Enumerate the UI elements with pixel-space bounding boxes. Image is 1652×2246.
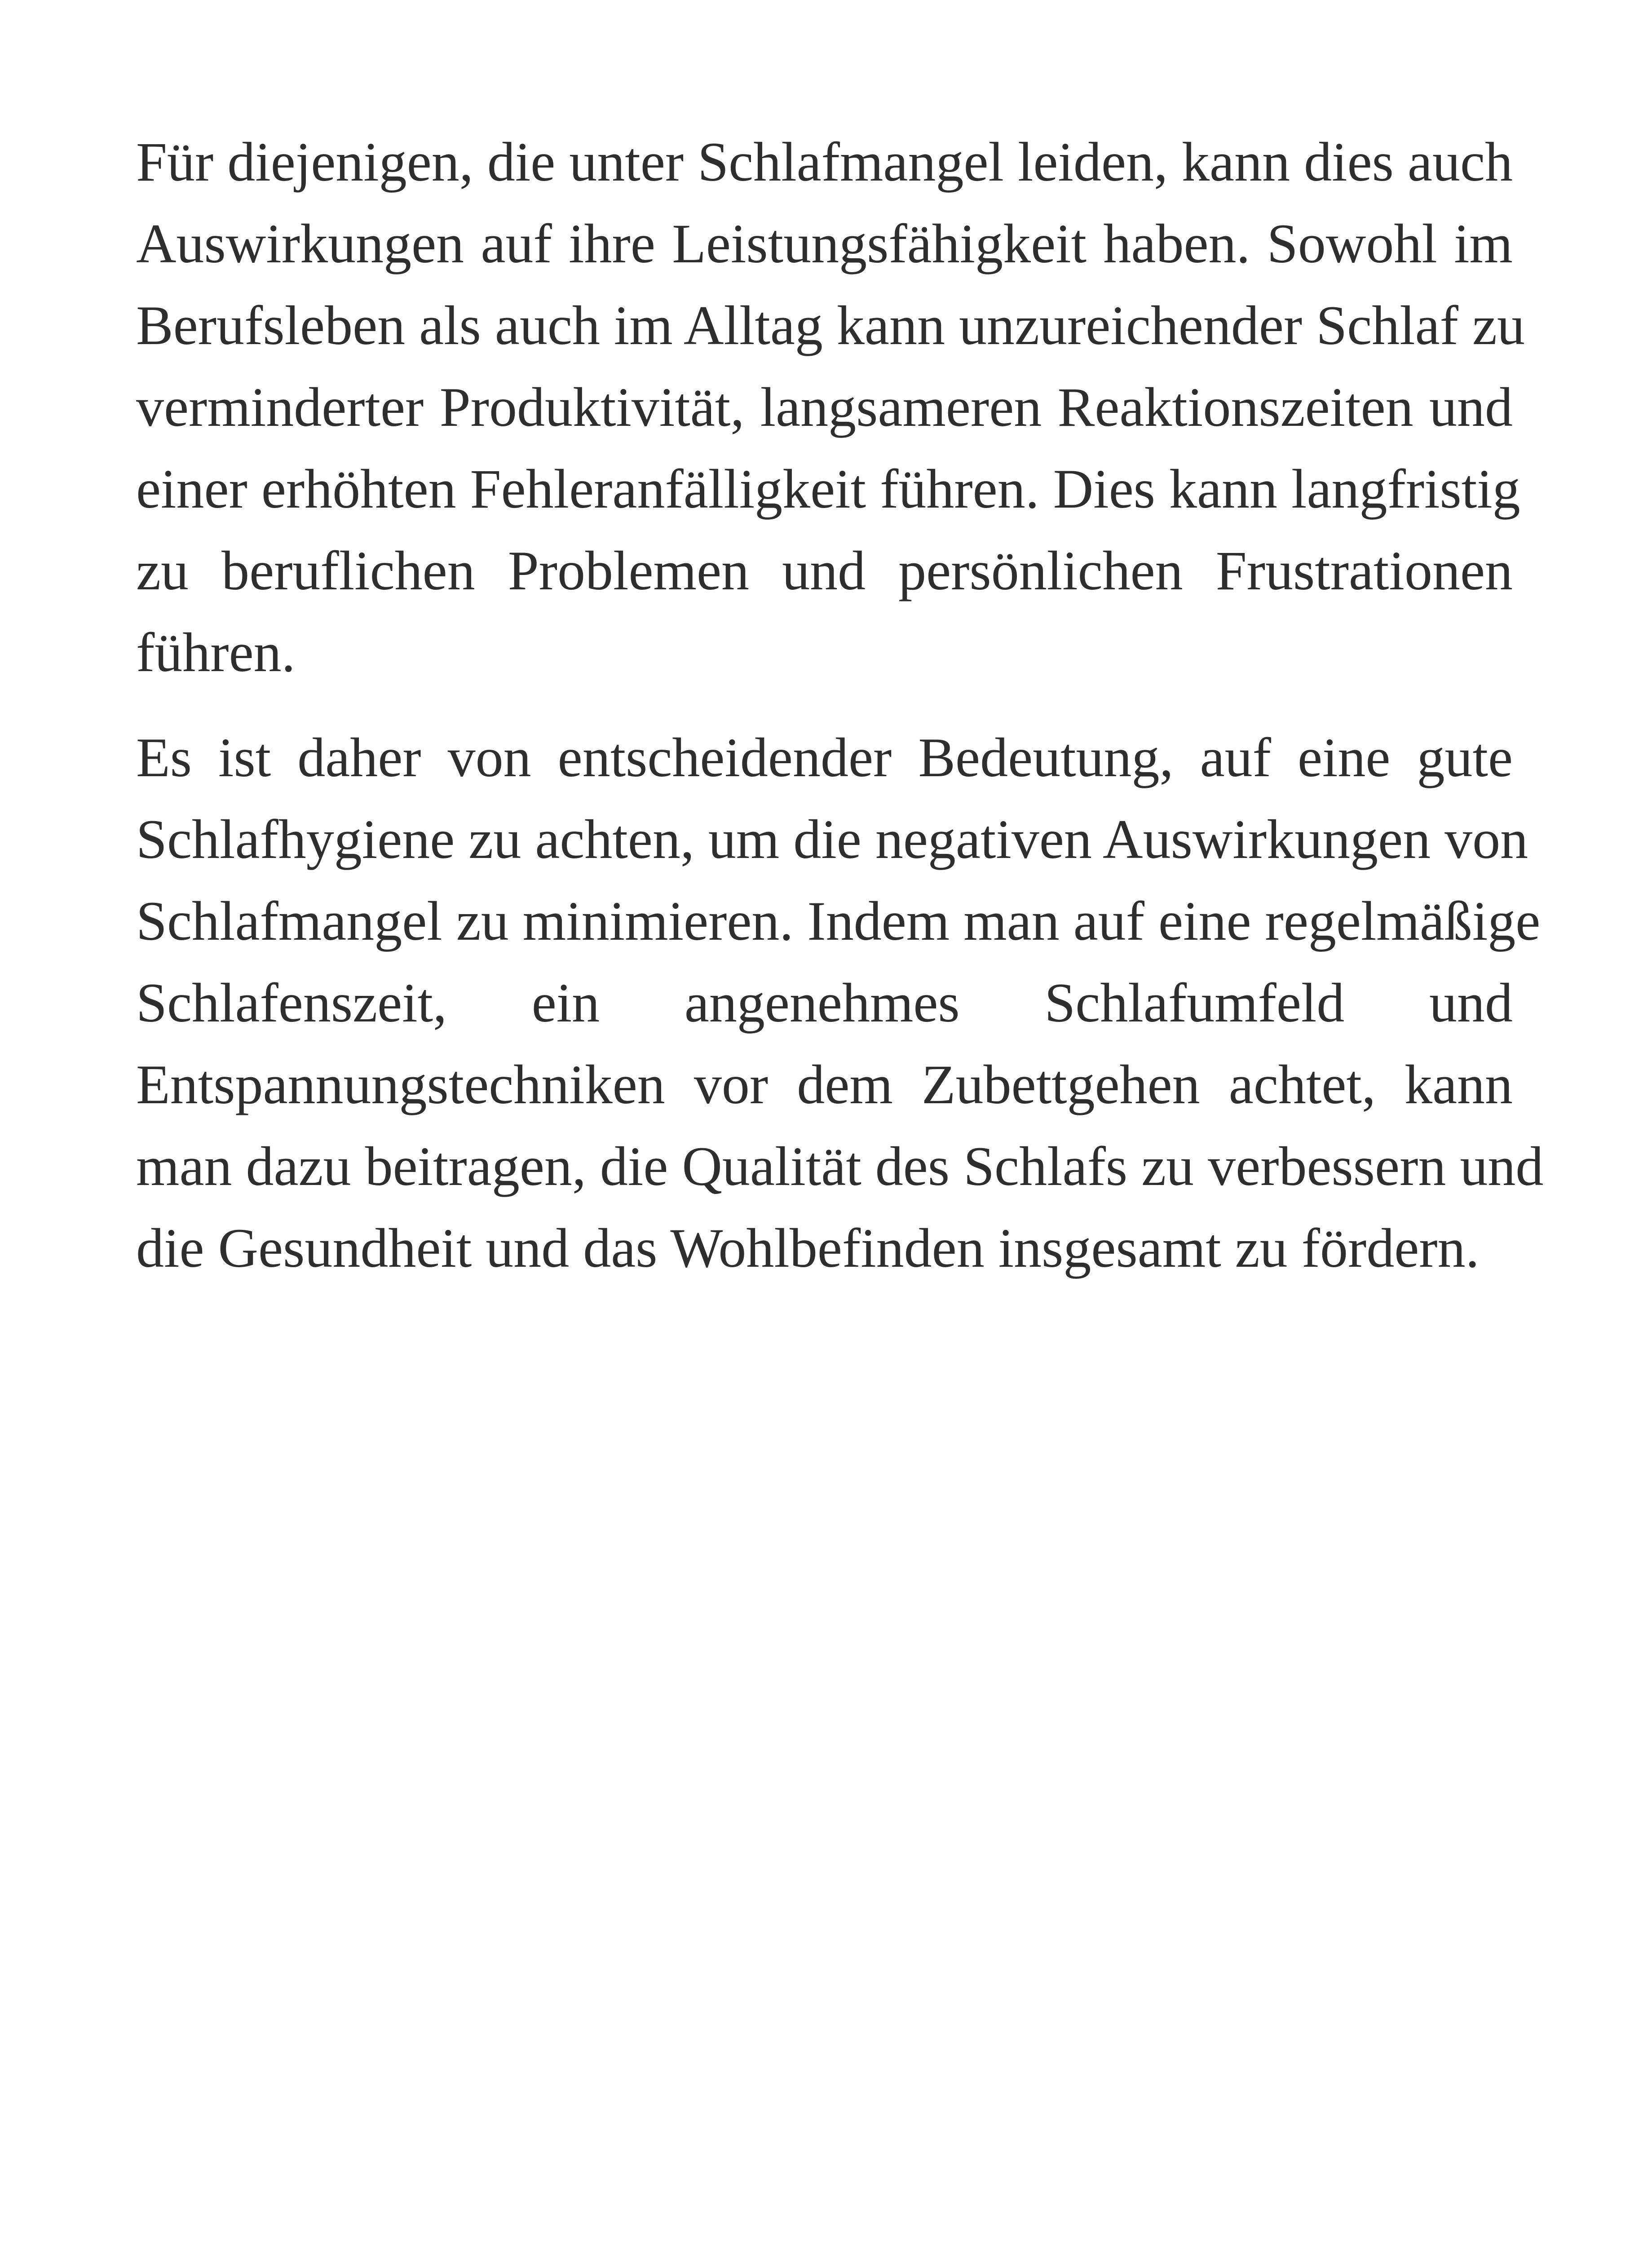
text-line: einer erhöhten Fehleranfälligkeit führen. Dies kann langfristig [136, 458, 1520, 520]
text-line: verminderter Produktivität, langsameren Reaktionszeiten und [136, 376, 1513, 438]
paragraph [136, 717, 1544, 1289]
text-line: Für diejenigen, die unter Schlafmangel leiden, kann dies auch [136, 131, 1513, 193]
body-text [136, 121, 1544, 1289]
text-line: führen. [136, 622, 296, 683]
text-line: zu beruflichen Problemen und persönlichen Frustrationen [136, 540, 1513, 601]
text-line: Berufsleben als auch im Alltag kann unzureichender Schlaf zu [136, 295, 1525, 356]
text-line: Es ist daher von entscheidender Bedeutung, auf eine gute [136, 727, 1513, 788]
text-line: Auswirkungen auf ihre Leistungsfähigkeit haben. Sowohl im [136, 213, 1513, 274]
text-line: die Gesundheit und das Wohlbefinden insgesamt zu fördern. [136, 1217, 1480, 1279]
text-line: Entspannungstechniken vor dem Zubettgehen achtet, kann [136, 1054, 1513, 1115]
text-line: Schlafenszeit, ein angenehmes Schlafumfeld und [136, 972, 1513, 1034]
paragraph [136, 121, 1525, 694]
text-line: man dazu beitragen, die Qualität des Schlafs zu verbessern und [136, 1136, 1544, 1197]
text-line: Schlafhygiene zu achten, um die negativen Auswirkungen von [136, 809, 1528, 870]
text-line: Schlafmangel zu minimieren. Indem man auf eine regelmäßige [136, 890, 1541, 952]
